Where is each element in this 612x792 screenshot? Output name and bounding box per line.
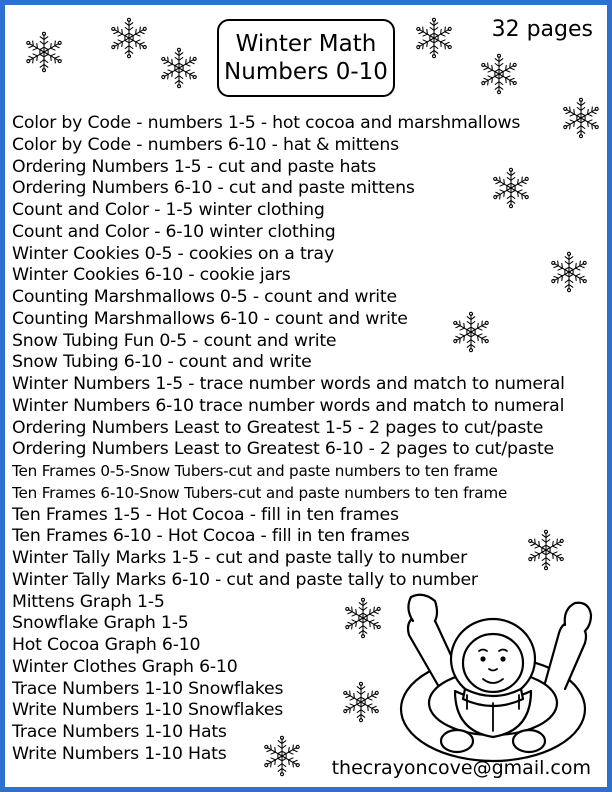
snowflake-icon [23,31,65,73]
list-item: Color by Code - numbers 1-5 - hot cocoa and marshmallows [12,113,521,133]
list-item: Trace Numbers 1-10 Snowflakes [12,678,284,699]
list-item: Mittens Graph 1-5 [12,591,165,612]
list-item: Write Numbers 1-10 Snowflakes [12,700,284,721]
list-item: Ten Frames 1-5 - Hot Cocoa - fill in ten frames [12,504,399,525]
snowflake-icon [158,47,200,89]
page-count: 32 pages [491,17,593,42]
list-item: Color by Code - numbers 6-10 - hat & mittens [12,134,399,155]
list-item: Winter Cookies 6-10 - cookie jars [12,265,291,286]
list-item: Count and Color - 6-10 winter clothing [12,221,336,242]
list-item: Ten Frames 6-10 - Hot Cocoa - fill in ten frames [12,526,410,547]
snowflake-icon [478,53,520,95]
contact-email: thecrayoncove@gmail.com [331,757,591,779]
list-item: Snow Tubing Fun 0-5 - count and write [12,330,337,351]
list-item: Winter Tally Marks 6-10 - cut and paste tally to number [12,569,478,590]
title-line-2: Numbers 0-10 [224,59,388,85]
list-item: Counting Marshmallows 0-5 - count and write [12,287,397,307]
list-item: Hot Cocoa Graph 6-10 [12,635,201,655]
list-item: Winter Numbers 1-5 - trace number words and match to numeral [12,374,565,394]
list-item: Trace Numbers 1-10 Hats [12,722,227,742]
title-line-1: Winter Math [235,31,377,57]
list-item: Winter Clothes Graph 6-10 [12,656,238,677]
snowflake-icon [108,17,150,59]
snow-tubing-boy-illustration [395,591,595,766]
snowflake-icon [413,17,455,59]
list-item: Winter Numbers 6-10 trace number words and match to numeral [12,395,565,416]
list-item: Ten Frames 0-5-Snow Tubers-cut and paste numbers to ten frame [12,462,498,480]
list-item: Ordering Numbers 1-5 - cut and paste hats [12,156,377,177]
list-item: Counting Marshmallows 6-10 - count and write [12,308,408,329]
list-item: Ten Frames 6-10-Snow Tubers-cut and paste numbers to ten frame [12,483,508,502]
list-item: Count and Color - 1-5 winter clothing [12,200,325,220]
list-item: Ordering Numbers Least to Greatest 1-5 - 2 pages to cut/paste [12,417,544,438]
title-box [217,19,395,97]
list-item: Winter Tally Marks 1-5 - cut and paste tally to number [12,548,467,568]
snowflake-icon [560,97,602,139]
list-item: Snowflake Graph 1-5 [12,613,189,634]
list-item: Write Numbers 1-10 Hats [12,743,227,764]
list-item: Ordering Numbers 6-10 - cut and paste mittens [12,178,415,199]
list-item: Snow Tubing 6-10 - count and write [12,352,312,373]
list-item: Winter Cookies 0-5 - cookies on a tray [12,243,334,264]
list-item: Ordering Numbers Least to Greatest 6-10 - 2 pages to cut/paste [12,439,554,460]
